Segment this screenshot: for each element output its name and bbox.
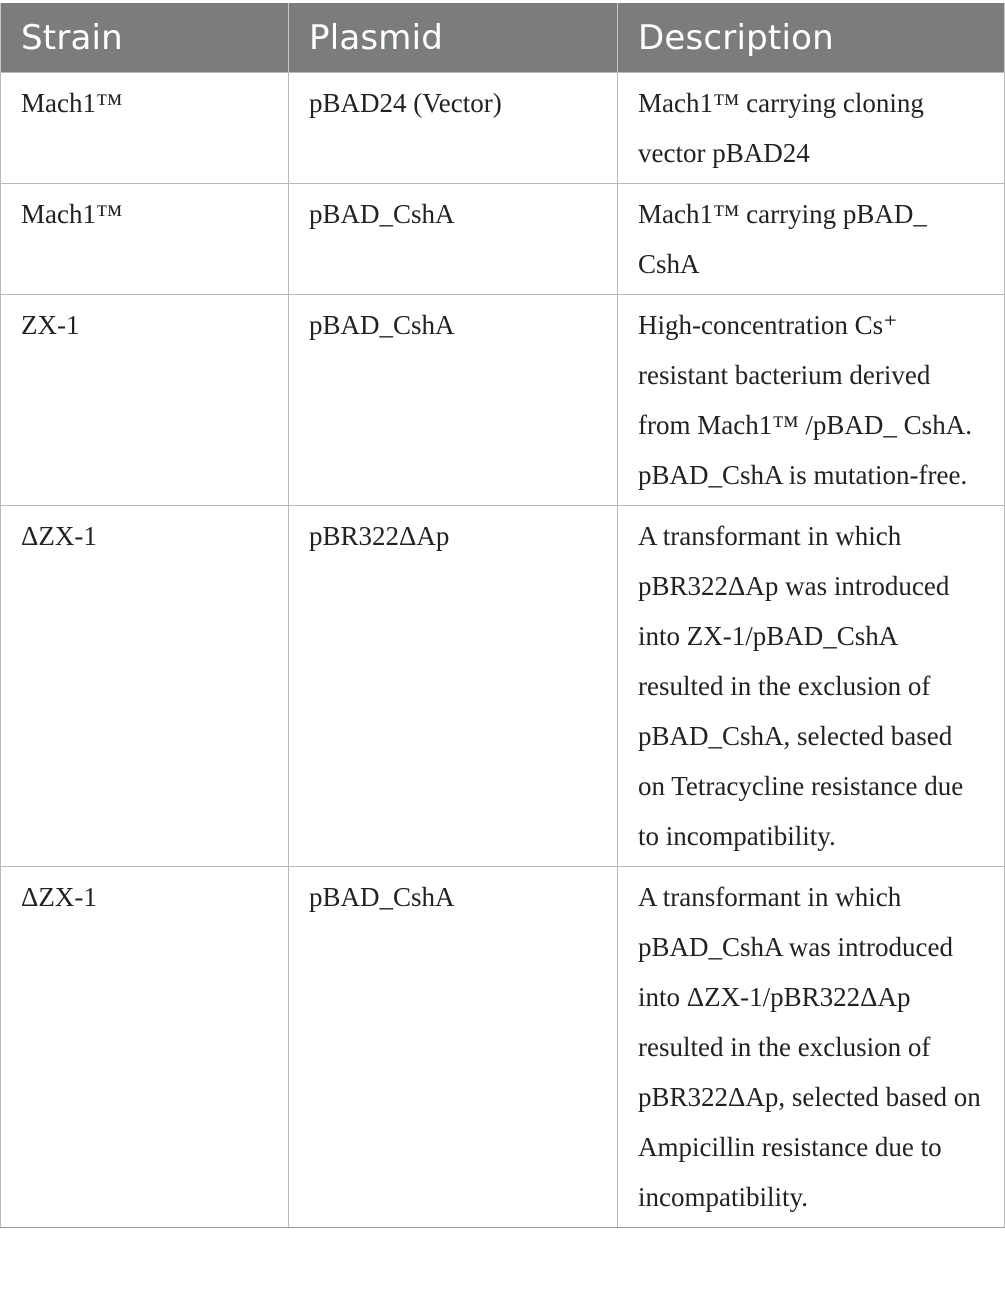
cell-strain: ΔZX-1 <box>1 867 289 1228</box>
cell-description: A transformant in which pBAD_CshA was introduced into ΔZX-1/pBR322ΔAp resulted in the exclusion of pBR322ΔAp, selected based on Ampicillin resistance due to incompatibility. <box>618 867 1005 1228</box>
table-row <box>1 506 1005 867</box>
strain-plasmid-table <box>0 3 1005 1228</box>
cell-plasmid: pBAD_CshA <box>289 867 618 1228</box>
cell-plasmid: pBAD_CshA <box>289 295 618 506</box>
table-row <box>1 295 1005 506</box>
cell-plasmid: pBAD_CshA <box>289 184 618 295</box>
cell-strain: ΔZX-1 <box>1 506 289 867</box>
table-row <box>1 184 1005 295</box>
cell-plasmid: pBAD24 (Vector) <box>289 73 618 184</box>
cell-description: Mach1™ carrying pBAD_ CshA <box>618 184 1005 295</box>
table-row <box>1 867 1005 1228</box>
cell-strain: Mach1™ <box>1 73 289 184</box>
cell-plasmid: pBR322ΔAp <box>289 506 618 867</box>
cell-strain: Mach1™ <box>1 184 289 295</box>
cell-description: A transformant in which pBR322ΔAp was introduced into ZX-1/pBAD_CshA resulted in the exclusion of pBAD_CshA, selected based on Tetracycline resistance due to incompatibility. <box>618 506 1005 867</box>
cell-description: Mach1™ carrying cloning vector pBAD24 <box>618 73 1005 184</box>
table-row <box>1 73 1005 184</box>
header-plasmid: Plasmid <box>289 3 618 73</box>
cell-description: High-concentration Cs⁺ resistant bacterium derived from Mach1™ /pBAD_ CshA. pBAD_CshA is mutation-free. <box>618 295 1005 506</box>
cell-strain: ZX-1 <box>1 295 289 506</box>
header-description: Description <box>618 3 1005 73</box>
header-strain: Strain <box>1 3 289 73</box>
table-header-row <box>1 3 1005 73</box>
